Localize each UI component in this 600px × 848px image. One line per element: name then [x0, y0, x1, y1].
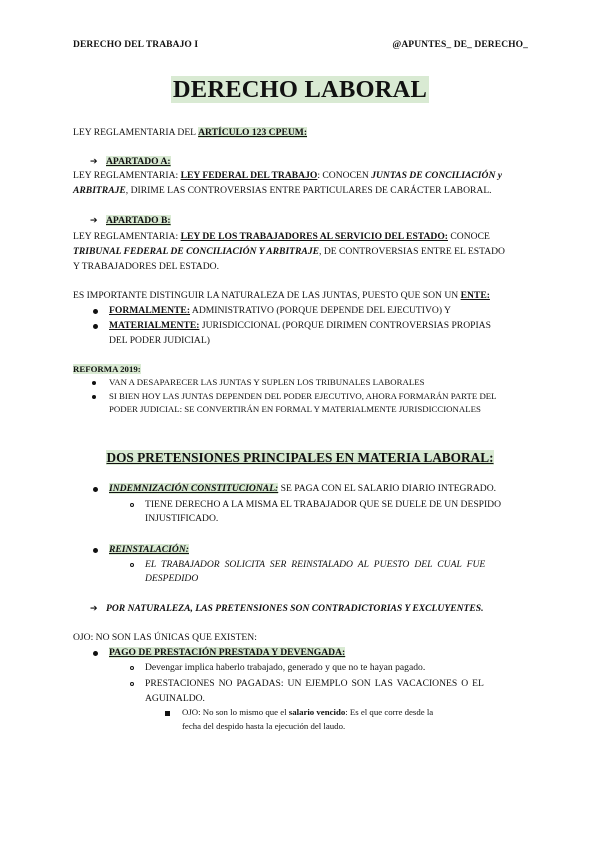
- materialmente-text-1: JURISDICCIONAL (PORQUE DIRIMEN CONTROVERSIAS PROPIAS: [199, 320, 491, 331]
- apartado-b-label: APARTADO B:: [106, 215, 171, 226]
- header-handle: @APUNTES_ DE_ DERECHO_: [392, 40, 528, 50]
- intro-line: [73, 126, 528, 139]
- intro-article: ARTÍCULO 123 CPEUM:: [198, 127, 308, 138]
- reforma-label: REFORMA 2019:: [73, 364, 141, 374]
- ojo-note-salario: salario vencido: [288, 707, 346, 717]
- circle-bullet-icon: [130, 682, 134, 686]
- apartado-b-tribunal: TRIBUNAL FEDERAL DE CONCILIACIÓN Y ARBITRAJE: [73, 246, 320, 257]
- bullet-icon: [93, 651, 98, 656]
- naturaleza-ente: ENTE:: [460, 290, 490, 301]
- apartado-a-law: LEY FEDERAL DEL TRABAJO: [180, 170, 318, 181]
- bullet-icon: [93, 309, 98, 314]
- circle-bullet-icon: [130, 563, 134, 567]
- naturaleza-nota-text: POR NATURALEZA, LAS PRETENSIONES SON CONTRADICTORIAS Y EXCLUYENTES.: [106, 603, 484, 614]
- apartado-b-rest-2: , DE CONTROVERSIAS ENTRE EL ESTADO: [319, 246, 505, 257]
- bullet-icon: [93, 548, 98, 553]
- reinstalacion-sub-2: DESPEDIDO: [145, 573, 199, 584]
- apartado-a-heading: [90, 155, 545, 169]
- pago-sub-1: Devengar implica haberlo trabajado, generado y que no te hayan pagado.: [145, 662, 426, 673]
- apartado-b-rest-1: CONOCE: [447, 231, 490, 242]
- page-header: [73, 40, 528, 54]
- ojo-note-text-2: : Es el que corre desde la: [345, 707, 434, 717]
- pago-label: PAGO DE PRESTACIÓN PRESTADA Y DEVENGADA:: [109, 647, 346, 658]
- section-title-text: DOS PRETENSIONES PRINCIPALES EN MATERIA LABORAL:: [106, 450, 494, 465]
- apartado-b-line-2: [73, 245, 528, 258]
- ojo-note-prefix: OJO:: [182, 707, 201, 717]
- pago-sub-2-line-2: AGUINALDO.: [145, 693, 205, 704]
- section-title: [0, 449, 600, 467]
- arrow-right-icon: ➔: [90, 216, 98, 226]
- formalmente-item: [109, 304, 528, 317]
- apartado-b-prefix: LEY REGLAMENTARIA:: [73, 231, 181, 242]
- page-title-text: DERECHO LABORAL: [172, 76, 428, 103]
- reinstalacion-sub-1: EL TRABAJADOR SOLICITA SER REINSTALADO AL PUESTO DEL CUAL FUE: [145, 559, 486, 570]
- ojo-note-line-1: [182, 706, 528, 719]
- reforma-bullet-1: VAN A DESAPARECER LAS JUNTAS Y SUPLEN LOS TRIBUNALES LABORALES: [109, 377, 425, 387]
- reforma-bullet-2-line-1: SI BIEN HOY LAS JUNTAS DEPENDEN DEL PODER EJECUTIVO, AHORA FORMARÁN PARTE DEL: [109, 391, 497, 401]
- apartado-a-line-2: [73, 184, 528, 197]
- circle-bullet-icon: [130, 666, 134, 670]
- apartado-a-juntas: JUNTAS DE CONCILIACIÓN y: [371, 170, 503, 181]
- circle-bullet-icon: [130, 503, 134, 507]
- arrow-right-icon: ➔: [90, 604, 98, 614]
- naturaleza-prefix: ES IMPORTANTE DISTINGUIR LA NATURALEZA DE LAS JUNTAS, PUESTO QUE SON UN: [73, 290, 461, 301]
- bullet-icon: [93, 324, 98, 329]
- apartado-a-label: APARTADO A:: [106, 156, 171, 167]
- ojo-heading: OJO: NO SON LAS ÚNICAS QUE EXISTEN:: [73, 632, 257, 643]
- reinstalacion-item: [109, 543, 528, 556]
- pago-item: [109, 646, 528, 659]
- apartado-b-law: LEY DE LOS TRABAJADORES AL SERVICIO DEL ESTADO:: [180, 231, 448, 242]
- materialmente-item: [109, 319, 528, 332]
- bullet-icon: [92, 395, 96, 399]
- bullet-icon: [93, 487, 98, 492]
- bullet-icon: [92, 381, 96, 385]
- indemnizacion-text: SE PAGA CON EL SALARIO DIARIO INTEGRADO.: [278, 483, 497, 494]
- apartado-a-line-1: [73, 169, 528, 182]
- apartado-a-prefix: LEY REGLAMENTARIA:: [73, 170, 181, 181]
- intro-prefix: LEY REGLAMENTARIA DEL: [73, 127, 199, 138]
- arrow-right-icon: ➔: [90, 157, 98, 167]
- reforma-heading: [73, 363, 528, 376]
- ojo-note-line-2: fecha del despido hasta la ejecución del laudo.: [182, 721, 346, 731]
- indemnizacion-item: [109, 482, 528, 495]
- apartado-b-line-1: [73, 230, 528, 243]
- formalmente-label: FORMALMENTE:: [109, 305, 191, 316]
- apartado-a-rest: , DIRIME LAS CONTROVERSIAS ENTRE PARTICULARES DE CARÁCTER LABORAL.: [125, 185, 492, 196]
- indemnizacion-sub-1: TIENE DERECHO A LA MISMA EL TRABAJADOR QUE SE DUELE DE UN DESPIDO: [145, 499, 502, 510]
- apartado-a-mid: : CONOCEN: [317, 170, 372, 181]
- indemnizacion-label: INDEMNIZACIÓN CONSTITUCIONAL:: [109, 483, 279, 494]
- indemnizacion-sub-2: INJUSTIFICADO.: [145, 513, 219, 524]
- pago-sub-2-line-1: PRESTACIONES NO PAGADAS: UN EJEMPLO SON LAS VACACIONES O EL: [145, 678, 484, 689]
- materialmente-text-2: DEL PODER JUDICIAL): [109, 335, 210, 346]
- square-bullet-icon: [165, 711, 170, 716]
- apartado-b-heading: [90, 214, 545, 228]
- reinstalacion-label: REINSTALACIÓN:: [109, 544, 189, 555]
- formalmente-text: ADMINISTRATIVO (PORQUE DEPENDE DEL EJECUTIVO) Y: [190, 305, 451, 316]
- naturaleza-line: [73, 289, 528, 302]
- materialmente-label: MATERIALMENTE:: [109, 320, 200, 331]
- header-subject: DERECHO DEL TRABAJO I: [73, 40, 199, 50]
- apartado-a-arbitraje: ARBITRAJE: [73, 185, 126, 196]
- apartado-b-line-3: Y TRABAJADORES DEL ESTADO.: [73, 261, 219, 272]
- ojo-note-text-1: No son lo mismo que el: [200, 707, 289, 717]
- naturaleza-nota: [90, 602, 545, 616]
- page-title: [0, 76, 600, 104]
- reforma-bullet-2-line-2: PODER JUDICIAL: SE CONVERTIRÁN EN FORMAL Y MATERIALMENTE JURISDICCIONALES: [109, 404, 481, 414]
